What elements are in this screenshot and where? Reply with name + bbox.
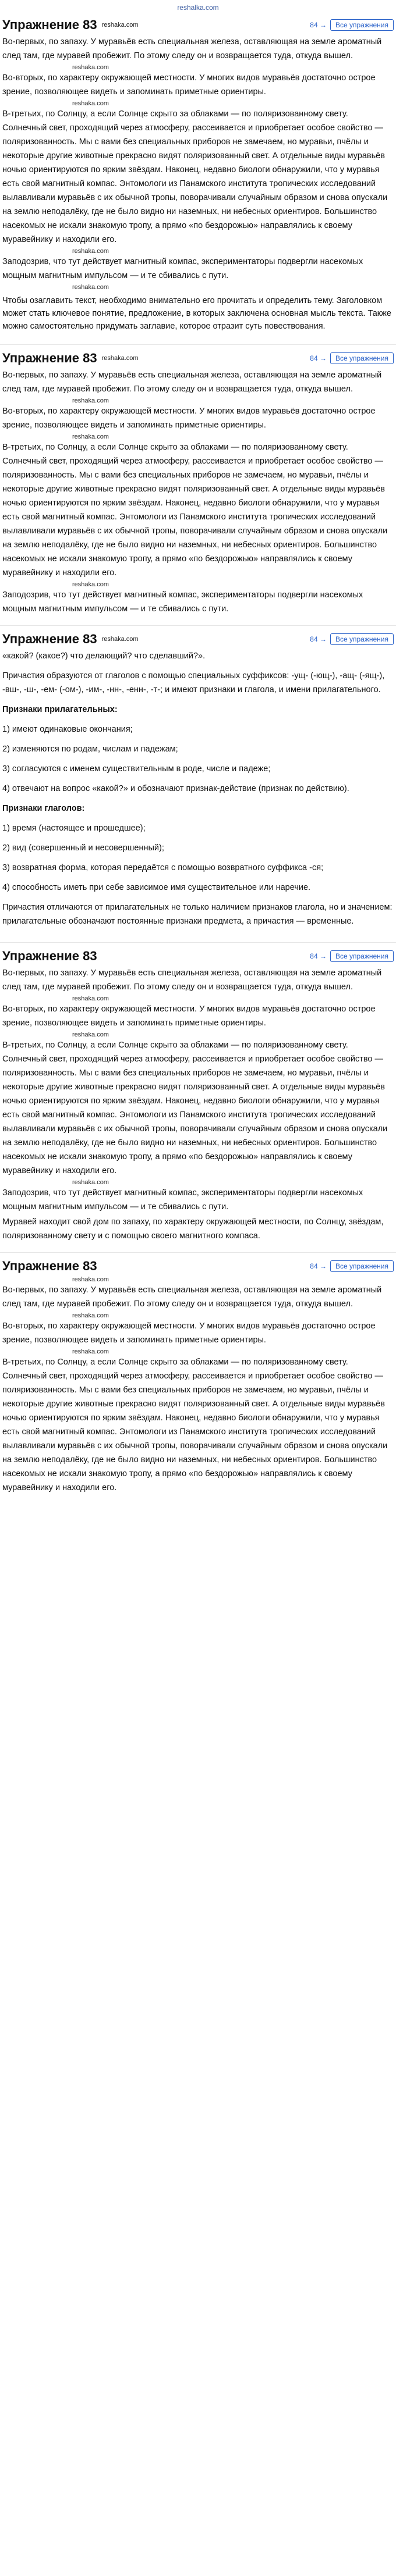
verb-item: 3) возвратная форма, которая передаётся с помощью возвратного суффикса -ся; (2, 863, 324, 872)
text-paragraph: Во-вторых, по характеру окружающей местности. У многих видов муравьёв достаточно острое зрение, позволяющее видеть и запоминать приметные ориентиры. (2, 1321, 376, 1345)
watermark: reshaka.com (72, 433, 109, 440)
text-paragraph: В-третьих, по Солнцу, а если Солнце скрыто за облаками — по поляризованному свету. Солнечный свет, проходящий через атмосферу, рассеивается и приобретает особое свойство — поляризованность. Мы с вами без специальных приборов не замечаем, но муравьи, пчёлы и некоторые другие животные прекрасно видят поляризованный свет. А отдельные виды муравьёв ночью ориентируются по ярким звёздам. Наконец, недавно биологи обнаружили, что у муравья есть свой магнитный компас. Энтомологи из Панамского института тропических исследований вылавливали муравьёв с их обычной тропы, поворачивали случайным образом и снова опускали на землю неподалёку, где не было видно ни наземных, ни небесных ориентиров. Большинство насекомых не искали знакомую тропу, а прямо «по бездорожью» направлялись к своему муравейнику и находили его. (2, 109, 388, 244)
text-paragraph: Заподозрив, что тут действует магнитный компас, экспериментаторы подвергли насекомых мощным магнитным импульсом — и те сбивались с пути. (2, 1188, 363, 1212)
exercise-section-1 (0, 15, 396, 341)
answer-paragraph: Муравей находит свой дом по запаху, по характеру окружающей местности, по Солнцу, звёздам, поляризованному свету и с помощью своего магнитного компаса. (2, 1217, 384, 1241)
verb-heading: Признаки глаголов: (2, 804, 85, 813)
text-paragraph: Заподозрив, что тут действует магнитный компас, экспериментаторы подвергли насекомых мощным магнитным импульсом — и те сбивались с пути. (2, 590, 363, 614)
next-exercise-link[interactable]: 84 → (310, 635, 327, 643)
text-paragraph: Во-первых, по запаху. У муравьёв есть специальная железа, оставляющая на земле ароматный след там, где муравей пробежит. По этому следу он и возвращается туда, откуда вышел. (2, 968, 382, 992)
adjective-item: 4) отвечают на вопрос «какой?» и обозначают признак-действие (признак по действию). (2, 784, 349, 793)
text-paragraph: Во-вторых, по характеру окружающей местности. У многих видов муравьёв достаточно острое зрение, позволяющее видеть и запоминать приметные ориентиры. (2, 73, 376, 97)
task-instruction: Чтобы озаглавить текст, необходимо внимательно его прочитать и определить тему. Заголовком может стать ключевое понятие, предложение, в которых заключена основная мысль текста. Также можно самостоятельно придумать заглавие, которое отразит суть повествования. (2, 296, 391, 331)
text-paragraph: Во-первых, по запаху. У муравьёв есть специальная железа, оставляющая на земле ароматный след там, где муравей пробежит. По этому следу он и возвращается туда, откуда вышел. (2, 37, 382, 60)
all-exercises-button[interactable]: Все упражнения (330, 950, 394, 962)
divider (0, 1252, 396, 1253)
text-paragraph: В-третьих, по Солнцу, а если Солнце скрыто за облаками — по поляризованному свету. Солнечный свет, проходящий через атмосферу, рассеивается и приобретает особое свойство — поляризованность. Мы с вами без специальных приборов не замечаем, но муравьи, пчёлы и некоторые другие животные прекрасно видят поляризованный свет. А отдельные виды муравьёв ночью ориентируются по ярким звёздам. Наконец, недавно биологи обнаружили, что у муравья есть свой магнитный компас. Энтомологи из Панамского института тропических исследований вылавливали муравьёв с их обычной тропы, поворачивали случайным образом и снова опускали на землю неподалёку, где не было видно ни наземных, ни небесных ориентиров. Большинство насекомых не искали знакомую тропу, а прямо «по бездорожью» направлялись к своему муравейнику и находили его. (2, 1358, 388, 1492)
verb-item: 2) вид (совершенный и несовершенный); (2, 843, 164, 853)
watermark: reshaka.com (72, 1179, 109, 1186)
adjective-heading: Признаки прилагательных: (2, 705, 118, 714)
exercise-header (2, 1256, 394, 1276)
text-paragraph: Заподозрив, что тут действует магнитный компас, экспериментаторы подвергли насекомых мощным магнитным импульсом — и те сбивались с пути. (2, 257, 363, 280)
watermark: reshaka.com (72, 1312, 109, 1319)
watermark: reshaka.com (72, 1276, 109, 1283)
exercise-section-4 (0, 1256, 396, 1501)
watermark: reshaka.com (72, 995, 109, 1002)
divider (0, 942, 396, 943)
watermark: reshaka.com (72, 1031, 109, 1038)
site-header[interactable]: reshalka.com (177, 3, 219, 12)
exercise-section-3 (0, 946, 396, 1249)
exercise-title: Упражнение 83 (2, 949, 97, 963)
text-paragraph: В-третьих, по Солнцу, а если Солнце скрыто за облаками — по поляризованному свету. Солнечный свет, проходящий через атмосферу, рассеивается и приобретает особое свойство — поляризованность. Мы с вами без специальных приборов не замечаем, но муравьи, пчёлы и некоторые другие животные прекрасно видят поляризованный свет. А отдельные виды муравьёв ночью ориентируются по ярким звёздам. Наконец, недавно биологи обнаружили, что у муравья есть свой магнитный компас. Энтомологи из Панамского института тропических исследований вылавливали муравьёв с их обычной тропы, поворачивали случайным образом и снова опускали на землю неподалёку, где не было видно ни наземных, ни небесных ориентиров. Большинство насекомых не искали знакомую тропу, а прямо «по бездорожью» направлялись к своему муравейнику и находили его. (2, 1041, 388, 1175)
all-exercises-button[interactable]: Все упражнения (330, 19, 394, 31)
adjective-item: 2) изменяются по родам, числам и падежам; (2, 744, 178, 754)
exercise-header (2, 15, 394, 35)
exercise-header (2, 629, 394, 649)
exercise-title: Упражнение 83 (2, 17, 97, 32)
divider (0, 344, 396, 345)
next-exercise-link[interactable]: 84 → (310, 354, 327, 362)
watermark: reshaka.com (101, 22, 139, 28)
divider (0, 625, 396, 626)
exercise-header (2, 348, 394, 368)
exercise-title: Упражнение 83 (2, 351, 97, 365)
grammar-analysis (0, 629, 396, 939)
exercise-section-2 (0, 348, 396, 622)
text-paragraph: Во-первых, по запаху. У муравьёв есть специальная железа, оставляющая на земле ароматный след там, где муравей пробежит. По этому следу он и возвращается туда, откуда вышел. (2, 370, 382, 394)
watermark: reshaka.com (72, 284, 109, 291)
all-exercises-button[interactable]: Все упражнения (330, 633, 394, 645)
participle-paragraph: Причастия образуются от глаголов с помощью специальных суффиксов: -ущ- (-ющ-), -ащ- (-ящ-), -вш-, -ш-, -ем- (-ом-), -им-, -нн-, -енн-, -т-; и имеют признаки и глагола, и имени прилагательного. (2, 671, 385, 694)
watermark: reshaka.com (72, 248, 109, 255)
text-paragraph: В-третьих, по Солнцу, а если Солнце скрыто за облаками — по поляризованному свету. Солнечный свет, проходящий через атмосферу, рассеивается и приобретает особое свойство — поляризованность. Мы с вами без специальных приборов не замечаем, но муравьи, пчёлы и некоторые другие животные прекрасно видят поляризованный свет. А отдельные виды муравьёв ночью ориентируются по ярким звёздам. Наконец, недавно биологи обнаружили, что у муравья есть свой магнитный компас. Энтомологи из Панамского института тропических исследований вылавливали муравьёв с их обычной тропы, поворачивали случайным образом и снова опускали на землю неподалёку, где не было видно ни наземных, ни небесных ориентиров. Большинство насекомых не искали знакомую тропу, а прямо «по бездорожью» направлялись к своему муравейнику и находили его. (2, 443, 388, 578)
exercise-title: Упражнение 83 (2, 632, 97, 646)
watermark: reshaka.com (101, 636, 139, 643)
watermark: reshaka.com (72, 64, 109, 71)
next-exercise-link[interactable]: 84 → (310, 952, 327, 960)
participle-conclusion: Причастия отличаются от прилагательных не только наличием признаков глагола, но и значением: прилагательные обозначают постоянные признаки предмета, а причастия — временные. (2, 903, 393, 926)
adjective-item: 3) согласуются с именем существительным в роде, числе и падеже; (2, 764, 271, 774)
text-paragraph: Во-вторых, по характеру окружающей местности. У многих видов муравьёв достаточно острое зрение, позволяющее видеть и запоминать приметные ориентиры. (2, 1004, 376, 1028)
all-exercises-button[interactable]: Все упражнения (330, 352, 394, 364)
question-line: «какой? (какое?) что делающий? что сделавший?». (2, 651, 206, 661)
watermark: reshaka.com (72, 100, 109, 107)
text-paragraph: Во-вторых, по характеру окружающей местности. У многих видов муравьёв достаточно острое зрение, позволяющее видеть и запоминать приметные ориентиры. (2, 407, 376, 430)
all-exercises-button[interactable]: Все упражнения (330, 1260, 394, 1272)
next-exercise-link[interactable]: 84 → (310, 1262, 327, 1270)
exercise-header (2, 946, 394, 966)
adjective-item: 1) имеют одинаковые окончания; (2, 725, 133, 734)
exercise-title: Упражнение 83 (2, 1259, 97, 1273)
next-exercise-link[interactable]: 84 → (310, 21, 327, 29)
text-paragraph: Во-первых, по запаху. У муравьёв есть специальная железа, оставляющая на земле ароматный след там, где муравей пробежит. По этому следу он и возвращается туда, откуда вышел. (2, 1285, 382, 1309)
watermark: reshaka.com (72, 581, 109, 588)
watermark: reshaka.com (72, 397, 109, 404)
verb-item: 1) время (настоящее и прошедшее); (2, 824, 146, 833)
watermark: reshaka.com (101, 355, 139, 362)
verb-item: 4) способность иметь при себе зависимое имя существительное или наречие. (2, 883, 311, 892)
watermark: reshaka.com (72, 1348, 109, 1355)
